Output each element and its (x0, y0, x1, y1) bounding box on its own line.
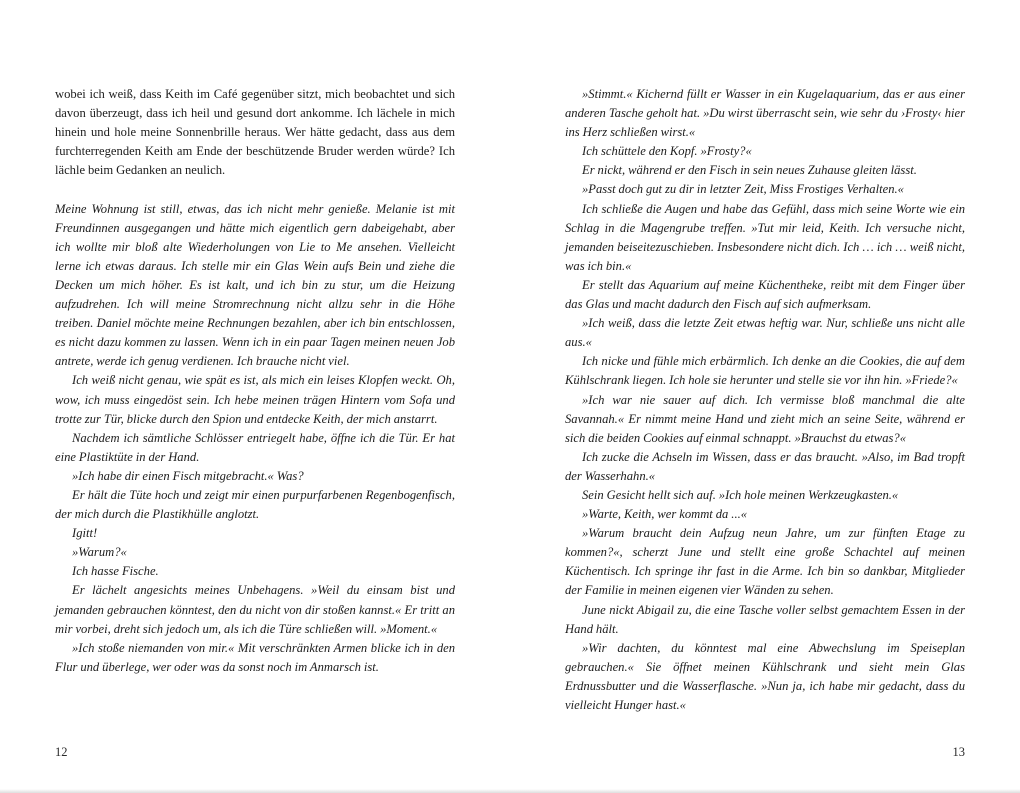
paragraph: »Ich habe dir einen Fisch mitgebracht.« Was? (72, 468, 304, 483)
paragraph: »Ich war nie sauer auf dich. Ich vermisse bloß manchmal die alte Savannah.« Er nimmt meine Hand und zieht mich an seine Seite, während er sich die beiden Cookies auf einmal schnappt. »Brauchst du etwas?« (565, 392, 965, 445)
page-right-text (565, 85, 965, 715)
paragraph: Er lächelt angesichts meines Unbehagens. »Weil du einsam bist und jemanden gebrauchen könntest, den du nicht von dir stoßen kannst.« Er tritt an mir vorbei, dreht sich jedoch um, als ich die Türe schließen will. »Moment.« (55, 583, 455, 636)
paragraph: Ich schließe die Augen und habe das Gefühl, dass mich seine Worte wie ein Schlag in die Magengrube treffen. »Tut mir leid, Keith. Ich versuche nicht, jemanden beiseitezuschieben. Insbesondere nicht dich. Ich … ich … weiß nicht, was ich bin.« (565, 201, 965, 273)
paragraph: »Ich stoße niemanden von mir.« Mit verschränkten Armen blicke ich in den Flur und überlege, wer oder was da sonst noch im Anmarsch ist. (55, 640, 455, 674)
page-left-text (55, 85, 455, 677)
paragraph: »Warte, Keith, wer kommt da ...« (582, 507, 748, 522)
paragraph: Sein Gesicht hellt sich auf. »Ich hole meinen Werkzeugkasten.« (582, 487, 899, 502)
paragraph: Er nickt, während er den Fisch in sein neues Zuhause gleiten lässt. (582, 163, 917, 178)
paragraph: »Warum?« (72, 545, 127, 560)
paragraph: Meine Wohnung ist still, etwas, das ich nicht mehr genieße. Melanie ist mit Freundinnen ausgegangen und hätte mich eigentlich gern dabeigehabt, aber ich wollte mir bloß alte Wiederholungen von Lie to Me ansehen. Vielleicht lerne ich etwas daraus. Ich stelle mir ein Glas Wein aufs Bein und ziehe die Decken um mich höher. Es ist kalt, und ich bin zu stur, um die Heizung aufzudrehen. Ich will meine Stromrechnung nicht allzu sehr in die Höhe treiben. Daniel möchte meine Rechnungen bezahlen, aber ich bin entschlossen, es nicht dazu kommen zu lassen. Wenn ich in ein paar Tagen meinen neuen Job antrete, werde ich genug verdienen. Ich brauche nicht viel. (55, 201, 455, 369)
paragraph: Er stellt das Aquarium auf meine Küchentheke, reibt mit dem Finger über das Glas und macht dadurch den Fisch auf sich aufmerksam. (565, 277, 965, 312)
paragraph: »Warum braucht dein Aufzug neun Jahre, um zur fünften Etage zu kommen?«, scherzt June und stellt eine große Schachtel auf meinen Küchentisch. Ich springe ihr fast in die Arme. Ich bin so dankbar, Mitglieder der Familie in meinen eigenen vier Wänden zu sehen. (565, 526, 965, 598)
paragraph: June nickt Abigail zu, die eine Tasche voller selbst gemachtem Essen in der Hand hält. (565, 602, 965, 636)
paragraph: Er hält die Tüte hoch und zeigt mir einen purpurfarbenen Regenbogenfisch, der mich durch die Plastikhülle anglotzt. (55, 487, 455, 522)
paragraph: Ich hasse Fische. (72, 564, 159, 579)
paragraph: Ich schüttele den Kopf. »Frosty?« (582, 144, 752, 159)
paragraph: Ich zucke die Achseln im Wissen, dass er das braucht. »Also, im Bad tropft der Wasserhahn.« (565, 449, 965, 483)
paragraph: Nachdem ich sämtliche Schlösser entriegelt habe, öffne ich die Tür. Er hat eine Plastiktüte in der Hand. (55, 430, 455, 464)
paragraph: Igitt! (72, 526, 98, 541)
paragraph: Ich weiß nicht genau, wie spät es ist, als mich ein leises Klopfen weckt. Oh, wow, ich muss eingedöst sein. Ich hebe meinen trägen Hintern vom Sofa und trotte zur Tür, blicke durch den Spion und entdecke Keith, der mich anstarrt. (55, 373, 455, 426)
paragraph: »Stimmt.« Kichernd füllt er Wasser in ein Kugelaquarium, das er aus einer anderen Tasche geholt hat. »Du wirst überrascht sein, wie sehr du ›Frosty‹ hier ins Herz schließen wirst.« (565, 87, 965, 140)
page-left (55, 85, 455, 759)
paragraph: Ich nicke und fühle mich erbärmlich. Ich denke an die Cookies, die auf dem Kühlschrank liegen. Ich hole sie herunter und stelle sie vor ihn hin. »Friede?« (565, 354, 965, 388)
paragraph: »Ich weiß, dass die letzte Zeit etwas heftig war. Nur, schließe uns nicht alle aus.« (565, 316, 965, 350)
page-number-right: 13 (952, 745, 965, 759)
page-bottom-edge (0, 789, 1020, 793)
paragraph: wobei ich weiß, dass Keith im Café gegenüber sitzt, mich beobachtet und sich davon überzeugt, dass ich heil und gesund dort ankomme. Ich lächele in mich hinein und hole meine Sonnenbrille heraus. Wer hätte gedacht, dass aus dem furchterregenden Keith am Ende der beschützende Bruder werden würde? Ich lächle beim Gedanken an neulich. (55, 87, 455, 178)
paragraph: »Passt doch gut zu dir in letzter Zeit, Miss Frostiges Verhalten.« (582, 182, 904, 197)
page-number-left: 12 (55, 745, 68, 759)
page-right (565, 85, 965, 759)
paragraph: »Wir dachten, du könntest mal eine Abwechslung im Speiseplan gebrauchen.« Sie öffnet meinen Kühlschrank und sieht mein Glas Erdnussbutter und die Wasserflasche. »Nun ja, ich habe mir gedacht, dass du vielleicht Hunger hast.« (565, 640, 965, 712)
